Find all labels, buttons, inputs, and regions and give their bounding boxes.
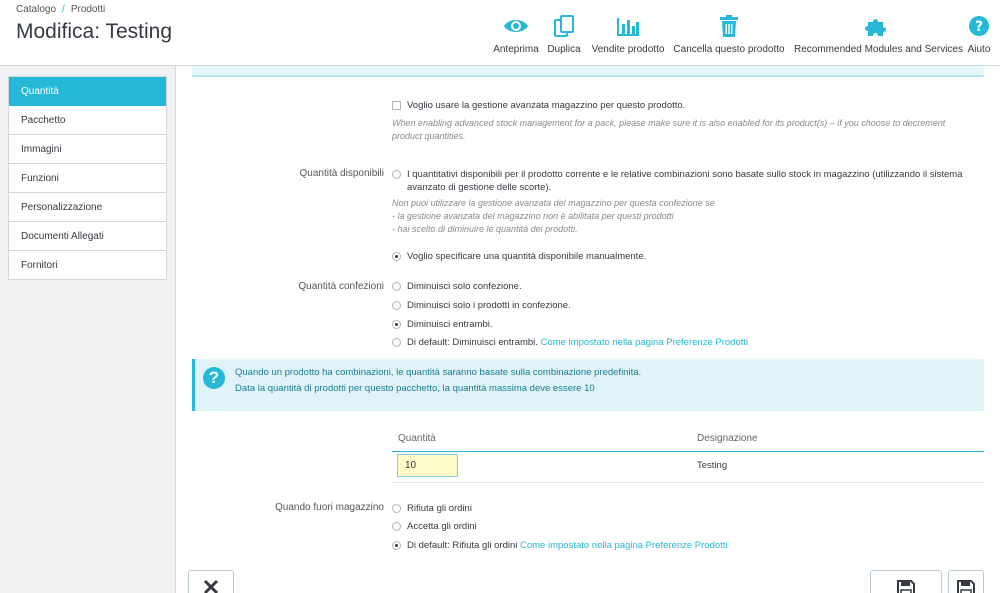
stock-based-radio[interactable] (392, 170, 401, 179)
out-of-stock-default-radio[interactable] (392, 541, 401, 550)
breadcrumb-products[interactable]: Prodotti (70, 4, 106, 15)
save-button[interactable] (870, 570, 942, 593)
sidebar-item-features[interactable]: Funzioni (9, 164, 166, 193)
cancel-button[interactable] (188, 570, 234, 593)
save-icon (896, 579, 916, 593)
stock-based-option: I quantitativi disponibili per il prodotto corrente e le relative combinazioni sono basate sullo stock in magazzino (utilizzando il sistema avanzato di gestione delle scorte). (407, 169, 963, 193)
svg-text:?: ? (974, 19, 984, 35)
designation-value: Testing (697, 460, 728, 471)
preview-button[interactable] (490, 14, 542, 60)
sidebar-item-attachments[interactable]: Documenti Allegati (9, 222, 166, 251)
decrement-both-label: Diminuisci entrambi. (407, 319, 493, 330)
deny-orders-label: Rifiuta gli ordini (407, 503, 472, 514)
pack-default-option (407, 337, 748, 348)
puzzle-icon (864, 14, 888, 38)
help-icon (968, 14, 990, 38)
column-header-quantity: Quantità (398, 433, 436, 444)
recommended-modules-button[interactable] (794, 14, 963, 60)
eye-icon (503, 14, 529, 38)
product-sales-button[interactable] (588, 14, 668, 60)
accept-orders-label: Accetta gli ordini (407, 521, 477, 532)
available-quantities-label: Quantità disponibili (299, 168, 384, 179)
deny-orders-radio[interactable] (392, 504, 401, 513)
decrement-both-radio[interactable] (392, 320, 401, 329)
breadcrumb (16, 4, 105, 15)
advanced-stock-label: Voglio usare la gestione avanzata magazzino per questo prodotto. (407, 100, 686, 111)
decrement-products-only-label: Diminuisci solo i prodotti in confezione. (407, 300, 571, 311)
product-tabs-sidebar (8, 76, 167, 280)
decrement-products-only-radio[interactable] (392, 301, 401, 310)
table-row-divider (392, 482, 984, 483)
save-and-stay-button[interactable] (948, 570, 984, 593)
delete-product-button[interactable] (673, 14, 785, 60)
info-line-1: Quando un prodotto ha combinazioni, le quantità saranno basate sulla combinazione predefinita. (235, 367, 642, 378)
page-header (0, 0, 1000, 66)
table-header-divider (392, 451, 984, 452)
toolbar (490, 14, 1000, 60)
manual-quantity-radio[interactable] (392, 252, 401, 261)
page-title: Modifica: Testing (16, 20, 173, 43)
out-of-stock-default-text: Di default: Rifiuta gli ordini (407, 540, 518, 551)
sidebar-item-suppliers[interactable]: Fornitori (9, 251, 166, 280)
breadcrumb-catalog[interactable]: Catalogo (16, 4, 57, 15)
sidebar-item-quantities[interactable]: Quantità (9, 77, 166, 106)
product-sales-label: Vendite prodotto (591, 44, 665, 55)
pack-quantities-label: Quantità confezioni (298, 281, 384, 292)
pack-preferences-link[interactable]: Come impostato nella pagina Preferenze Prodotti (540, 337, 749, 348)
help-label: Aiuto (967, 44, 991, 55)
trash-icon (718, 14, 740, 38)
pack-default-text: Di default: Diminuisci entrambi. (407, 337, 538, 348)
delete-product-label: Cancella questo prodotto (673, 44, 785, 55)
pack-default-radio[interactable] (392, 338, 401, 347)
breadcrumb-separator: / (62, 4, 65, 15)
advanced-stock-warning: Non puoi utilizzare la gestione avanzata del magazzino per questa confezione se - la gestione avanzata del magazzino non è abilitata per questi prodotti - hai scelto di diminuire le quantità dei prodotti. (392, 198, 715, 234)
top-alert-edge (192, 66, 984, 77)
save-and-stay-icon (956, 579, 976, 593)
sidebar-item-images[interactable]: Immagini (9, 135, 166, 164)
sidebar-item-pack[interactable]: Pacchetto (9, 106, 166, 135)
close-icon (203, 579, 219, 593)
duplicate-label: Duplica (547, 44, 581, 55)
info-line-2: Data la quantità di prodotti per questo pacchetto, la quantità massima deve essere 10 (235, 383, 595, 394)
combinations-info-alert (192, 359, 984, 411)
out-of-stock-label: Quando fuori magazzino (275, 502, 384, 513)
recommended-modules-label: Recommended Modules and Services (794, 44, 963, 55)
decrement-pack-only-label: Diminuisci solo confezione. (407, 281, 522, 292)
manual-quantity-label: Voglio specificare una quantità disponibile manualmente. (407, 251, 647, 262)
duplicate-button[interactable] (544, 14, 584, 60)
help-button[interactable] (964, 14, 994, 60)
out-of-stock-default-option (407, 540, 728, 551)
quantities-panel (175, 66, 1000, 593)
advanced-stock-help: When enabling advanced stock management for a pack, please make sure it is also enabled for its product(s) – if you choose to decrement product quantities. (392, 118, 946, 141)
accept-orders-radio[interactable] (392, 522, 401, 531)
quantity-input[interactable]: 10 (397, 454, 458, 477)
question-circle-icon: ? (203, 367, 225, 389)
column-header-designation: Designazione (697, 433, 758, 444)
copy-icon (552, 14, 576, 38)
preview-label: Anteprima (493, 44, 539, 55)
decrement-pack-only-radio[interactable] (392, 282, 401, 291)
out-of-stock-preferences-link[interactable]: Come impostato nella pagina Preferenze Prodotti (520, 540, 728, 551)
bar-chart-icon (615, 14, 641, 38)
sidebar-item-customization[interactable]: Personalizzazione (9, 193, 166, 222)
advanced-stock-checkbox[interactable] (392, 101, 401, 110)
